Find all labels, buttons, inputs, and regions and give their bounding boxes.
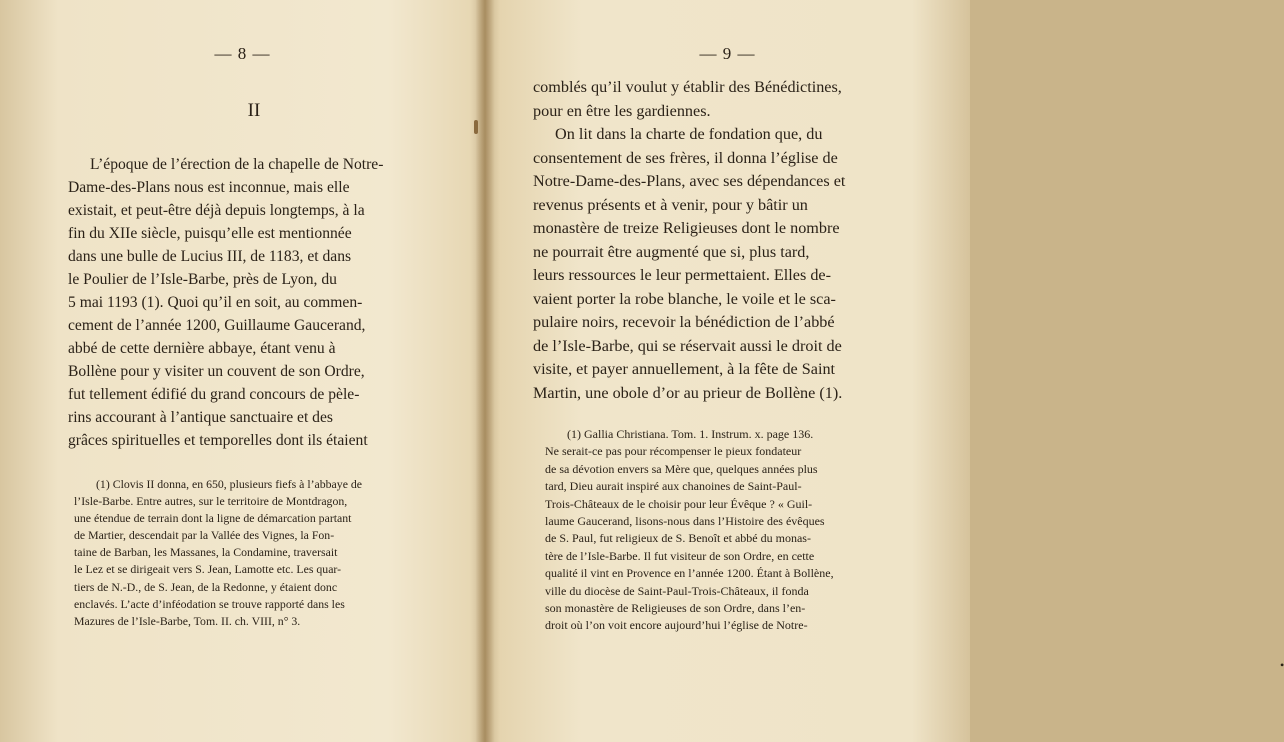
footnote-line: Trois-Châteaux de le choisir pour leur Évêque ? « Guil- — [545, 496, 813, 511]
footnote-line: (1) Clovis II donna, en 650, plusieurs fiefs à l’abbaye de — [96, 477, 363, 491]
footnote-line: ville du diocèse de Saint-Paul-Trois-Châteaux, il fonda — [545, 583, 809, 598]
right-page-body — [533, 76, 941, 405]
footnote-line: qualité il vint en Provence en l’année 1200. Étant à Bollène, — [545, 566, 834, 581]
text-line: grâces spirituelles et temporelles dont ils étaient — [68, 432, 368, 449]
footnote-line: droit où l’on voit encore aujourd’hui l’église de Notre- — [545, 618, 808, 633]
text-line: revenus présents et à venir, pour y bâtir un — [533, 195, 808, 214]
footnote-line: l’Isle-Barbe. Entre autres, sur le territoire de Montdragon, — [74, 494, 348, 509]
text-line: cement de l’année 1200, Guillaume Gaucerand, — [68, 317, 366, 334]
text-line: pulaire noirs, recevoir la bénédiction de l’abbé — [533, 313, 835, 331]
footnote-line: laume Gaucerand, lisons-nous dans l’Histoire des évêques — [545, 514, 825, 529]
footnote-line: Mazures de l’Isle-Barbe, Tom. II. ch. VIII, n° 3. — [74, 613, 301, 628]
text-line: visite, et payer annuellement, à la fête de Saint — [533, 360, 836, 378]
text-line: rins accourant à l’antique sanctuaire et des — [68, 409, 333, 426]
right-page — [485, 0, 1284, 742]
footnote-line: enclavés. L’acte d’inféodation se trouve rapporté dans les — [74, 596, 345, 611]
ink-speck: • — [1280, 658, 1284, 672]
footnote-line: (1) Gallia Christiana. Tom. 1. Instrum. x. page 136. — [567, 427, 814, 441]
text-line: On lit dans la charte de fondation que, du — [555, 125, 823, 143]
text-line: Notre-Dame-des-Plans, avec ses dépendances et — [533, 172, 846, 190]
text-line: le Poulier de l’Isle-Barbe, près de Lyon, du — [68, 271, 337, 288]
footnote-line: de sa dévotion envers sa Mère que, quelques années plus — [545, 461, 818, 476]
footnote-line: de S. Paul, fut religieux de S. Benoît et abbé du monas- — [545, 531, 811, 546]
footnote-line: Ne serait-ce pas pour récompenser le pieux fondateur — [545, 444, 802, 459]
text-line: L’époque de l’érection de la chapelle de Notre- — [90, 156, 384, 173]
text-line: fin du XIIe siècle, puisqu’elle est mentionnée — [68, 225, 352, 242]
left-page-number: — 8 — — [214, 44, 271, 63]
text-line: dans une bulle de Lucius III, de 1183, et dans — [68, 248, 352, 265]
text-line: comblés qu’il voulut y établir des Bénédictines, — [533, 78, 842, 96]
text-line: Bollène pour y visiter un couvent de son Ordre, — [68, 363, 365, 380]
text-line: consentement de ses frères, il donna l’église de — [533, 148, 838, 167]
footnote-line: tère de l’Isle-Barbe. Il fut visiteur de son Ordre, en cette — [545, 548, 815, 563]
text-line: Martin, une obole d’or au prieur de Bollène (1). — [533, 383, 843, 402]
text-line: vaient porter la robe blanche, le voile et le sca- — [533, 289, 836, 308]
text-line: leurs ressources le leur permettaient. Elles de- — [533, 266, 831, 284]
text-line: monastère de treize Religieuses dont le nombre — [533, 219, 840, 237]
text-line: pour en être les gardiennes. — [533, 101, 711, 120]
footnote-line: son monastère de Religieuses de son Ordre, dans l’en- — [545, 601, 806, 616]
right-page-footnote — [545, 426, 939, 635]
footnote-line: tiers de N.-D., de S. Jean, de la Redonne, y étaient donc — [74, 579, 338, 594]
text-line: abbé de cette dernière abbaye, étant venu à — [68, 340, 336, 357]
text-line: Dame-des-Plans nous est inconnue, mais elle — [68, 179, 350, 196]
left-page-body — [68, 153, 436, 452]
footnote-line: une étendue de terrain dont la ligne de démarcation partant — [74, 511, 352, 526]
text-line: ne pourrait être augmenté que si, plus tard, — [533, 242, 810, 261]
text-line: fut tellement édifié du grand concours de pèle- — [68, 386, 360, 403]
right-page-number: — 9 — — [699, 44, 756, 63]
footnote-line: taine de Barban, les Massanes, la Condamine, traversait — [74, 545, 338, 560]
footnote-line: de Martier, descendait par la Vallée des Vignes, la Fon- — [74, 528, 335, 543]
left-page-footnote — [74, 476, 434, 630]
left-page — [0, 0, 485, 742]
section-number: II — [247, 100, 261, 121]
footnote-line: tard, Dieu aurait inspiré aux chanoines de Saint-Paul- — [545, 479, 802, 494]
footnote-line: le Lez et se dirigeait vers S. Jean, Lamotte etc. Les quar- — [74, 562, 342, 577]
text-line: existait, et peut-être déjà depuis longtemps, à la — [68, 202, 365, 219]
text-line: de l’Isle-Barbe, qui se réservait aussi le droit de — [533, 336, 842, 355]
text-line: 5 mai 1193 (1). Quoi qu’il en soit, au commen- — [68, 294, 363, 311]
